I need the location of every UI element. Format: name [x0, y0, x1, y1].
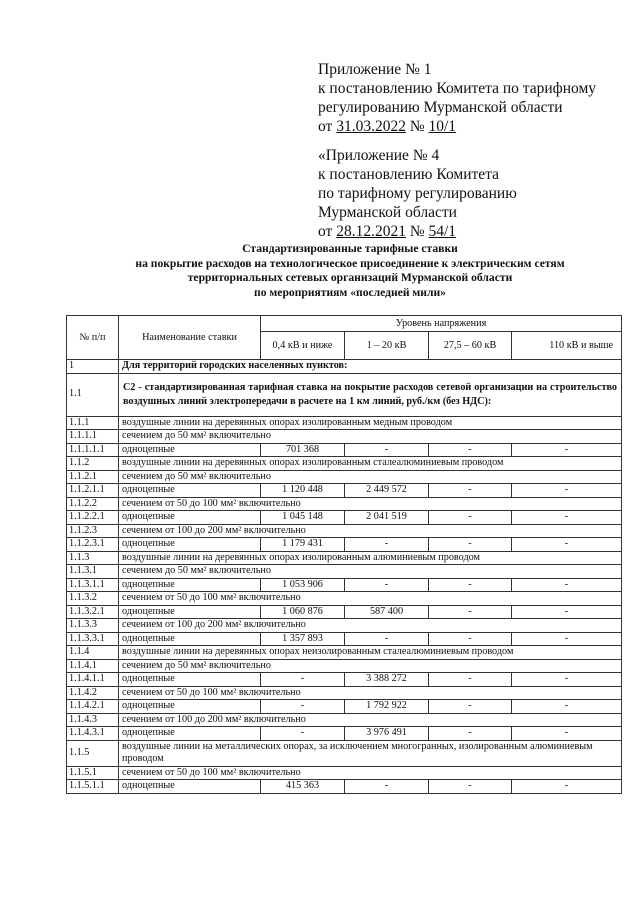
table-row: [67, 373, 622, 416]
value-v2: -: [345, 538, 429, 552]
row-number: 1.1.2: [67, 457, 119, 471]
value-v2: 1 792 922: [345, 700, 429, 714]
value-v2: 2 449 572: [345, 484, 429, 498]
row-name: воздушные линии на деревянных опорах неизолированным сталеалюминиевым проводом: [119, 646, 622, 660]
value-v4: -: [512, 632, 622, 646]
row-name: сечением до 50 мм² включительно: [119, 430, 622, 444]
table-row: [67, 443, 622, 457]
value-v2: 587 400: [345, 605, 429, 619]
row-name: одноцепные: [119, 443, 261, 457]
value-v4: -: [512, 700, 622, 714]
value-v4: -: [512, 673, 622, 687]
row-number: 1.1.5.1.1: [67, 780, 119, 794]
header-v4: 110 кВ и выше: [512, 332, 622, 360]
table-row: [67, 484, 622, 498]
row-name: сечением от 50 до 100 мм² включительно: [119, 686, 622, 700]
value-v3: -: [429, 780, 512, 794]
value-v2: 2 041 519: [345, 511, 429, 525]
value-v1: 1 060 876: [261, 605, 345, 619]
row-name: сечением от 100 до 200 мм² включительно: [119, 713, 622, 727]
value-v4: -: [512, 780, 622, 794]
table-row: [67, 565, 622, 579]
table-row: [67, 619, 622, 633]
table-row: [67, 430, 622, 444]
row-name: одноцепные: [119, 673, 261, 687]
value-v3: -: [429, 632, 512, 646]
row-number: 1.1.3.2: [67, 592, 119, 606]
header-v1: 0,4 кВ и ниже: [261, 332, 345, 360]
row-number: 1.1.2.1: [67, 470, 119, 484]
header-v2: 1 – 20 кВ: [345, 332, 429, 360]
table-row: [67, 632, 622, 646]
row-name: воздушные линии на деревянных опорах изолированным медным проводом: [119, 416, 622, 430]
header-name: Наименование ставки: [119, 316, 261, 360]
value-v1: -: [261, 700, 345, 714]
table-row: [67, 538, 622, 552]
value-v1: 701 368: [261, 443, 345, 457]
row-number: 1.1.4.2: [67, 686, 119, 700]
value-v2: 3 976 491: [345, 727, 429, 741]
table-row: [67, 713, 622, 727]
appendix-1-line2: к постановлению Комитета по тарифному: [318, 80, 597, 97]
value-v3: -: [429, 727, 512, 741]
table-row: [67, 578, 622, 592]
appendix-4-date-line: от 28.12.2021 № 54/1: [318, 223, 457, 240]
appendix-4-number: 54/1: [428, 223, 457, 240]
appendix-4-line3: по тарифному регулированию: [318, 185, 517, 202]
row-number: 1.1.1.1.1: [67, 443, 119, 457]
value-v1: -: [261, 673, 345, 687]
row-number: 1.1.2.1.1: [67, 484, 119, 498]
table-row: [67, 497, 622, 511]
row-name: одноцепные: [119, 605, 261, 619]
value-v4: -: [512, 578, 622, 592]
row-name: сечением до 50 мм² включительно: [119, 659, 622, 673]
row-name: воздушные линии на деревянных опорах изолированным сталеалюминиевым проводом: [119, 457, 622, 471]
table-row: [67, 511, 622, 525]
row-name: Для территорий городских населенных пунктов:: [119, 360, 622, 374]
table-row: [67, 360, 622, 374]
row-number: 1: [67, 360, 119, 374]
row-name: одноцепные: [119, 484, 261, 498]
table-row: [67, 659, 622, 673]
table-row: [67, 551, 622, 565]
row-number: 1.1.4: [67, 646, 119, 660]
value-v4: -: [512, 538, 622, 552]
header-voltage: Уровень напряжения: [261, 316, 622, 332]
row-number: 1.1.1.1: [67, 430, 119, 444]
appendix-header-4: [318, 146, 618, 241]
table-row: [67, 592, 622, 606]
value-v4: -: [512, 484, 622, 498]
appendix-1-date: 31.03.2022: [336, 118, 406, 135]
row-number: 1.1.3.3.1: [67, 632, 119, 646]
row-number: 1.1.2.3.1: [67, 538, 119, 552]
row-name: одноцепные: [119, 780, 261, 794]
value-v1: 1 053 906: [261, 578, 345, 592]
table-row: [67, 646, 622, 660]
row-number: 1.1.3: [67, 551, 119, 565]
value-v3: -: [429, 443, 512, 457]
value-v3: -: [429, 484, 512, 498]
row-number: 1.1.2.3: [67, 524, 119, 538]
row-name: воздушные линии на деревянных опорах изолированным алюминиевым проводом: [119, 551, 622, 565]
value-v3: -: [429, 605, 512, 619]
value-v3: -: [429, 538, 512, 552]
row-number: 1.1.3.1.1: [67, 578, 119, 592]
row-name: сечением до 50 мм² включительно: [119, 565, 622, 579]
value-v3: -: [429, 578, 512, 592]
appendix-4-line4: Мурманской области: [318, 204, 457, 221]
table-row: [67, 740, 622, 766]
row-number: 1.1.4.1: [67, 659, 119, 673]
row-name: одноцепные: [119, 538, 261, 552]
appendix-4-line2: к постановлению Комитета: [318, 166, 499, 183]
value-v2: 3 388 272: [345, 673, 429, 687]
table-row: [67, 673, 622, 687]
value-v3: -: [429, 673, 512, 687]
value-v3: -: [429, 700, 512, 714]
row-name: одноцепные: [119, 727, 261, 741]
table-row: [67, 470, 622, 484]
value-v2: -: [345, 578, 429, 592]
row-name: одноцепные: [119, 511, 261, 525]
row-number: 1.1.4.3.1: [67, 727, 119, 741]
row-number: 1.1.4.1.1: [67, 673, 119, 687]
table-body: [67, 360, 622, 794]
value-v1: 415 363: [261, 780, 345, 794]
row-name: сечением от 50 до 100 мм² включительно: [119, 766, 622, 780]
row-number: 1.1.2.2.1: [67, 511, 119, 525]
row-number: 1.1.3.2.1: [67, 605, 119, 619]
value-v2: -: [345, 632, 429, 646]
appendix-1-date-line: от 31.03.2022 № 10/1: [318, 118, 457, 135]
row-name: одноцепные: [119, 578, 261, 592]
row-number: 1.1.3.3: [67, 619, 119, 633]
appendix-1-title: Приложение № 1: [318, 61, 432, 78]
row-name: одноцепные: [119, 700, 261, 714]
row-name: воздушные линии на металлических опорах, за исключением многогранных, изолированным алюминиевым проводом: [119, 740, 622, 766]
appendix-4-title: «Приложение № 4: [318, 147, 440, 164]
row-number: 1.1.2.2: [67, 497, 119, 511]
tariff-table: [66, 315, 622, 794]
document-title: Стандартизированные тарифные ставки на покрытие расходов на технологическое присоединение к электрическим сетям территориальных сетевых организаций Мурманской области по мероприятиям «последней мили»: [135, 242, 565, 299]
table-row: [67, 416, 622, 430]
row-name: сечением от 100 до 200 мм² включительно: [119, 524, 622, 538]
value-v4: -: [512, 605, 622, 619]
table-row: [67, 780, 622, 794]
row-number: 1.1.1: [67, 416, 119, 430]
table-row: [67, 605, 622, 619]
row-name: сечением от 100 до 200 мм² включительно: [119, 619, 622, 633]
row-number: 1.1.4.2.1: [67, 700, 119, 714]
table-row: [67, 766, 622, 780]
row-name: сечением от 50 до 100 мм² включительно: [119, 497, 622, 511]
value-v4: -: [512, 727, 622, 741]
row-number: 1.1.4.3: [67, 713, 119, 727]
value-v3: -: [429, 511, 512, 525]
row-name: одноцепные: [119, 632, 261, 646]
value-v1: -: [261, 727, 345, 741]
row-name: С2 - стандартизированная тарифная ставка на покрытие расходов сетевой организации на строительство воздушных линий электропередачи в расчете на 1 км линий, руб./км (без НДС):: [119, 373, 622, 416]
value-v1: 1 120 448: [261, 484, 345, 498]
row-number: 1.1.5.1: [67, 766, 119, 780]
appendix-1-number: 10/1: [428, 118, 457, 135]
appendix-4-date: 28.12.2021: [336, 223, 406, 240]
table-row: [67, 727, 622, 741]
row-number: 1.1.5: [67, 740, 119, 766]
value-v1: 1 179 431: [261, 538, 345, 552]
table-row: [67, 686, 622, 700]
appendix-header-1: [318, 60, 618, 136]
table-row: [67, 457, 622, 471]
value-v4: -: [512, 443, 622, 457]
value-v2: -: [345, 780, 429, 794]
value-v1: 1 357 893: [261, 632, 345, 646]
header-num: № п/п: [67, 316, 119, 360]
appendix-1-line3: регулированию Мурманской области: [318, 99, 563, 116]
value-v4: -: [512, 511, 622, 525]
table-row: [67, 700, 622, 714]
value-v2: -: [345, 443, 429, 457]
value-v1: 1 045 148: [261, 511, 345, 525]
row-number: 1.1: [67, 373, 119, 416]
table-row: [67, 524, 622, 538]
row-name: сечением до 50 мм² включительно: [119, 470, 622, 484]
header-v3: 27,5 – 60 кВ: [429, 332, 512, 360]
row-number: 1.1.3.1: [67, 565, 119, 579]
row-name: сечением от 50 до 100 мм² включительно: [119, 592, 622, 606]
